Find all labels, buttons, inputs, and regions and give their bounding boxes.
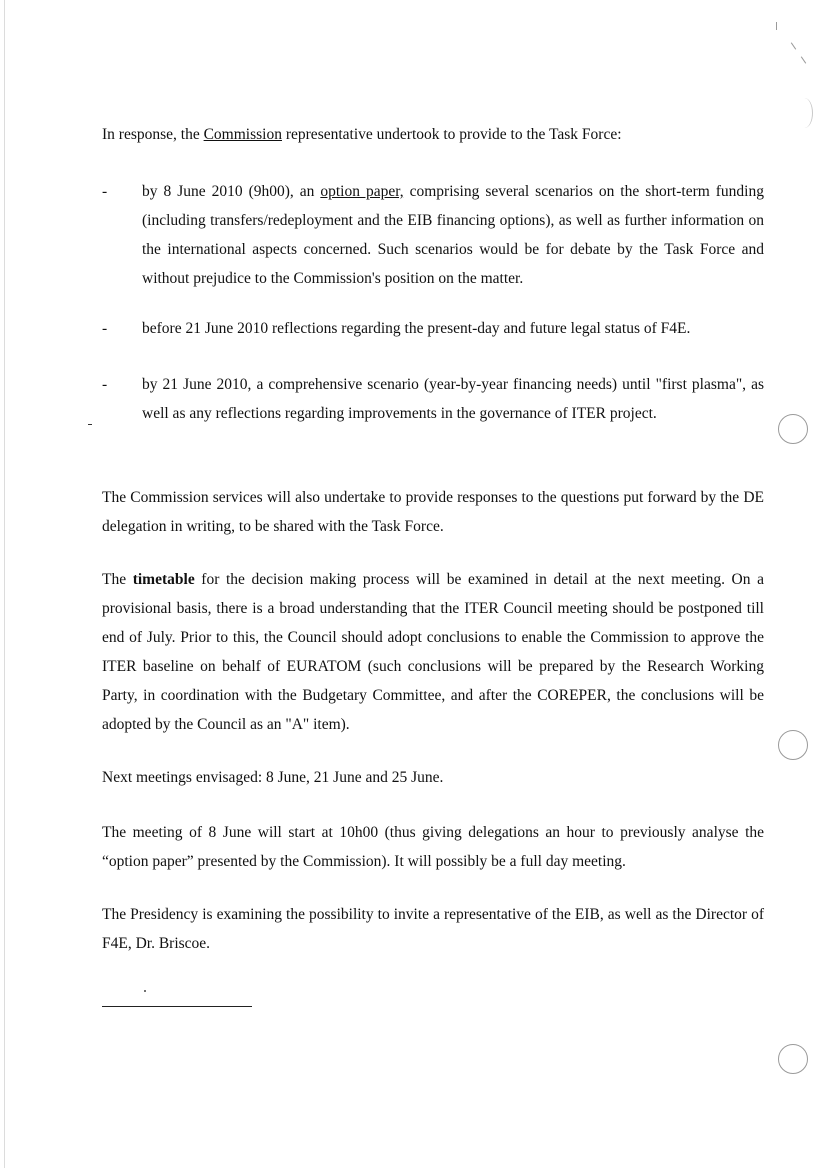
- intro-commission-underlined: Commission: [203, 126, 282, 143]
- bullet-text-end: comprising several scenarios on the short-term funding (including transfers/redeployment and the EIB financing options), as well as further information on the international aspects concerned. Such scenarios would be for debate by the Task Force and without prejudice to the Commission's position on the matter.: [142, 183, 764, 287]
- scan-speck: [144, 990, 146, 992]
- scan-artifact-mark: [776, 22, 777, 30]
- margin-mark: [88, 424, 92, 425]
- bullet-marker: -: [102, 183, 108, 200]
- timetable-bold: timetable: [132, 571, 195, 588]
- meetings-paragraph: Next meetings envisaged: 8 June, 21 June and 25 June.: [102, 769, 444, 786]
- scan-artifact-mark: [791, 42, 796, 49]
- option-paper-underlined: option paper,: [320, 183, 404, 200]
- intro-text-start: In response, the: [102, 126, 204, 143]
- timetable-text-start: The: [102, 571, 133, 588]
- intro-paragraph: [102, 120, 764, 149]
- bullet-text: [142, 177, 764, 293]
- bullet-text: before 21 June 2010 reflections regarding the present-day and future legal status of F4E.: [142, 320, 691, 337]
- bullet-text: by 21 June 2010, a comprehensive scenario (year-by-year financing needs) until "first plasma", as well as any reflections regarding improvements in the governance of ITER project.: [142, 376, 764, 422]
- punch-hole-partial: [796, 98, 813, 128]
- presidency-paragraph: The Presidency is examining the possibility to invite a representative of the EIB, as well as the Director of F4E, Dr. Briscoe.: [102, 906, 764, 952]
- footnote-separator: [102, 1006, 252, 1007]
- punch-hole: [778, 730, 808, 760]
- bullet-marker: -: [102, 320, 108, 337]
- intro-text-end: representative undertook to provide to the Task Force:: [281, 126, 622, 143]
- meeting-detail-paragraph: The meeting of 8 June will start at 10h00 (thus giving delegations an hour to previously analyse the “option paper” presented by the Commission). It will possibly be a full day meeting.: [102, 824, 764, 870]
- services-paragraph: The Commission services will also undertake to provide responses to the questions put forward by the DE delegation in writing, to be shared with the Task Force.: [102, 489, 764, 535]
- scan-artifact-mark: [801, 56, 806, 63]
- timetable-paragraph: [102, 565, 764, 739]
- punch-hole: [778, 1044, 808, 1074]
- bullet-marker: -: [102, 376, 108, 393]
- scan-edge-line: [4, 0, 5, 1168]
- bullet-text-start: by 8 June 2010 (9h00), an: [142, 183, 321, 200]
- timetable-text-end: for the decision making process will be examined in detail at the next meeting. On a provisional basis, there is a broad understanding that the ITER Council meeting should be postponed till end of July. Prior to this, the Council should adopt conclusions to enable the Commission to approve the ITER baseline on behalf of EURATOM (such conclusions will be prepared by the Research Working Party, in coordination with the Budgetary Committee, and after the COREPER, the conclusions will be adopted by the Council as an "A" item).: [102, 571, 764, 733]
- punch-hole: [778, 414, 808, 444]
